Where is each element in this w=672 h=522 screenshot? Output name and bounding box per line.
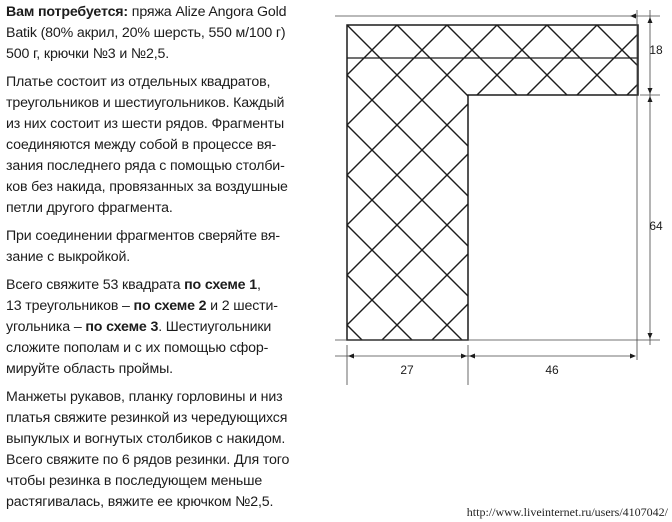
- text-fragment: петли другого фрагмента.: [6, 200, 173, 216]
- text-fragment: чтобы резинка в последующем меньше: [6, 473, 263, 489]
- text-fragment: выпуклых и вогнутых столбиков с накидом.: [6, 431, 286, 447]
- text-line: [6, 471, 334, 492]
- paragraph: [6, 72, 334, 219]
- text-fragment: Манжеты рукавов, планку горловины и низ: [6, 389, 283, 405]
- text-line: [6, 135, 334, 156]
- text-line: [6, 93, 334, 114]
- text-fragment: пряжа Alize Angora Gold: [128, 4, 287, 20]
- text-fragment: ,: [256, 277, 261, 293]
- text-fragment: При соединении фрагментов сверяйте вя-: [6, 228, 281, 244]
- text-line: [6, 296, 334, 317]
- text-fragment: Платье состоит из отдельных квадратов,: [6, 74, 271, 90]
- text-line: [6, 226, 334, 247]
- paragraph: [6, 387, 334, 513]
- paragraph: [6, 2, 334, 65]
- text-fragment: и 2 шести-: [206, 298, 278, 314]
- pattern-diagram: [330, 0, 672, 385]
- text-line: [6, 72, 334, 93]
- text-fragment: . Шестиугольники: [158, 319, 272, 335]
- text-fragment: угольника –: [6, 319, 86, 335]
- source-url: http://www.liveinternet.ru/users/4107042/: [466, 505, 668, 519]
- grid-line: [330, 0, 347, 385]
- text-line: [6, 450, 334, 471]
- text-line: [6, 2, 334, 23]
- text-fragment: ков без накида, провязанных за воздушные: [6, 179, 288, 195]
- text-line: [6, 247, 334, 268]
- text-fragment: сложите пополам и с их помощью сфор-: [6, 340, 269, 356]
- text-fragment: соединяются между собой в процессе вя-: [6, 137, 277, 153]
- text-fragment: треугольников и шестиугольников. Каждый: [6, 95, 285, 111]
- text-line: [6, 23, 334, 44]
- grid-line: [647, 0, 672, 385]
- paragraph: [6, 275, 334, 380]
- text-line: [6, 387, 334, 408]
- text-fragment: платья свяжите резинкой из чередующихся: [6, 410, 288, 426]
- dim-bottom-right: 46: [545, 363, 559, 377]
- grid-line: [330, 0, 347, 385]
- text-line: [6, 275, 334, 296]
- text-line: [6, 408, 334, 429]
- bold-text: по схеме 1: [184, 277, 257, 293]
- text-fragment: растягивалась, вяжите ее крючком №2,5.: [6, 494, 274, 510]
- text-line: [6, 359, 334, 380]
- text-fragment: Batik (80% акрил, 20% шерсть, 550 м/100 г): [6, 25, 286, 41]
- text-fragment: 13 треугольников –: [6, 298, 134, 314]
- text-line: [6, 317, 334, 338]
- bold-text: Вам потребуется:: [6, 4, 129, 20]
- text-fragment: зание с выкройкой.: [6, 249, 131, 265]
- dim-right: 64: [649, 219, 663, 233]
- text-fragment: 500 г, крючки №3 и №2,5.: [6, 46, 170, 62]
- text-line: [6, 338, 334, 359]
- text-line: [6, 114, 334, 135]
- paragraph: [6, 226, 334, 268]
- text-line: [6, 44, 334, 65]
- text-line: [6, 492, 334, 513]
- bold-text: по схеме 2: [133, 298, 207, 314]
- text-fragment: Всего свяжите 53 квадрата: [6, 277, 185, 293]
- text-fragment: зания последнего ряда с помощью столби-: [6, 158, 285, 174]
- instructions-text: [6, 2, 334, 520]
- grid-line: [647, 0, 672, 385]
- dim-bottom-left: 27: [400, 363, 414, 377]
- text-line: [6, 198, 334, 219]
- text-fragment: из них состоит из шести рядов. Фрагменты: [6, 116, 285, 132]
- bold-text: по схеме 3: [85, 319, 159, 335]
- text-line: [6, 177, 334, 198]
- text-line: [6, 429, 334, 450]
- text-fragment: Всего свяжите по 6 рядов резинки. Для того: [6, 452, 290, 468]
- dim-top-right: 18: [649, 43, 663, 57]
- text-line: [6, 156, 334, 177]
- text-fragment: мируйте область проймы.: [6, 361, 173, 377]
